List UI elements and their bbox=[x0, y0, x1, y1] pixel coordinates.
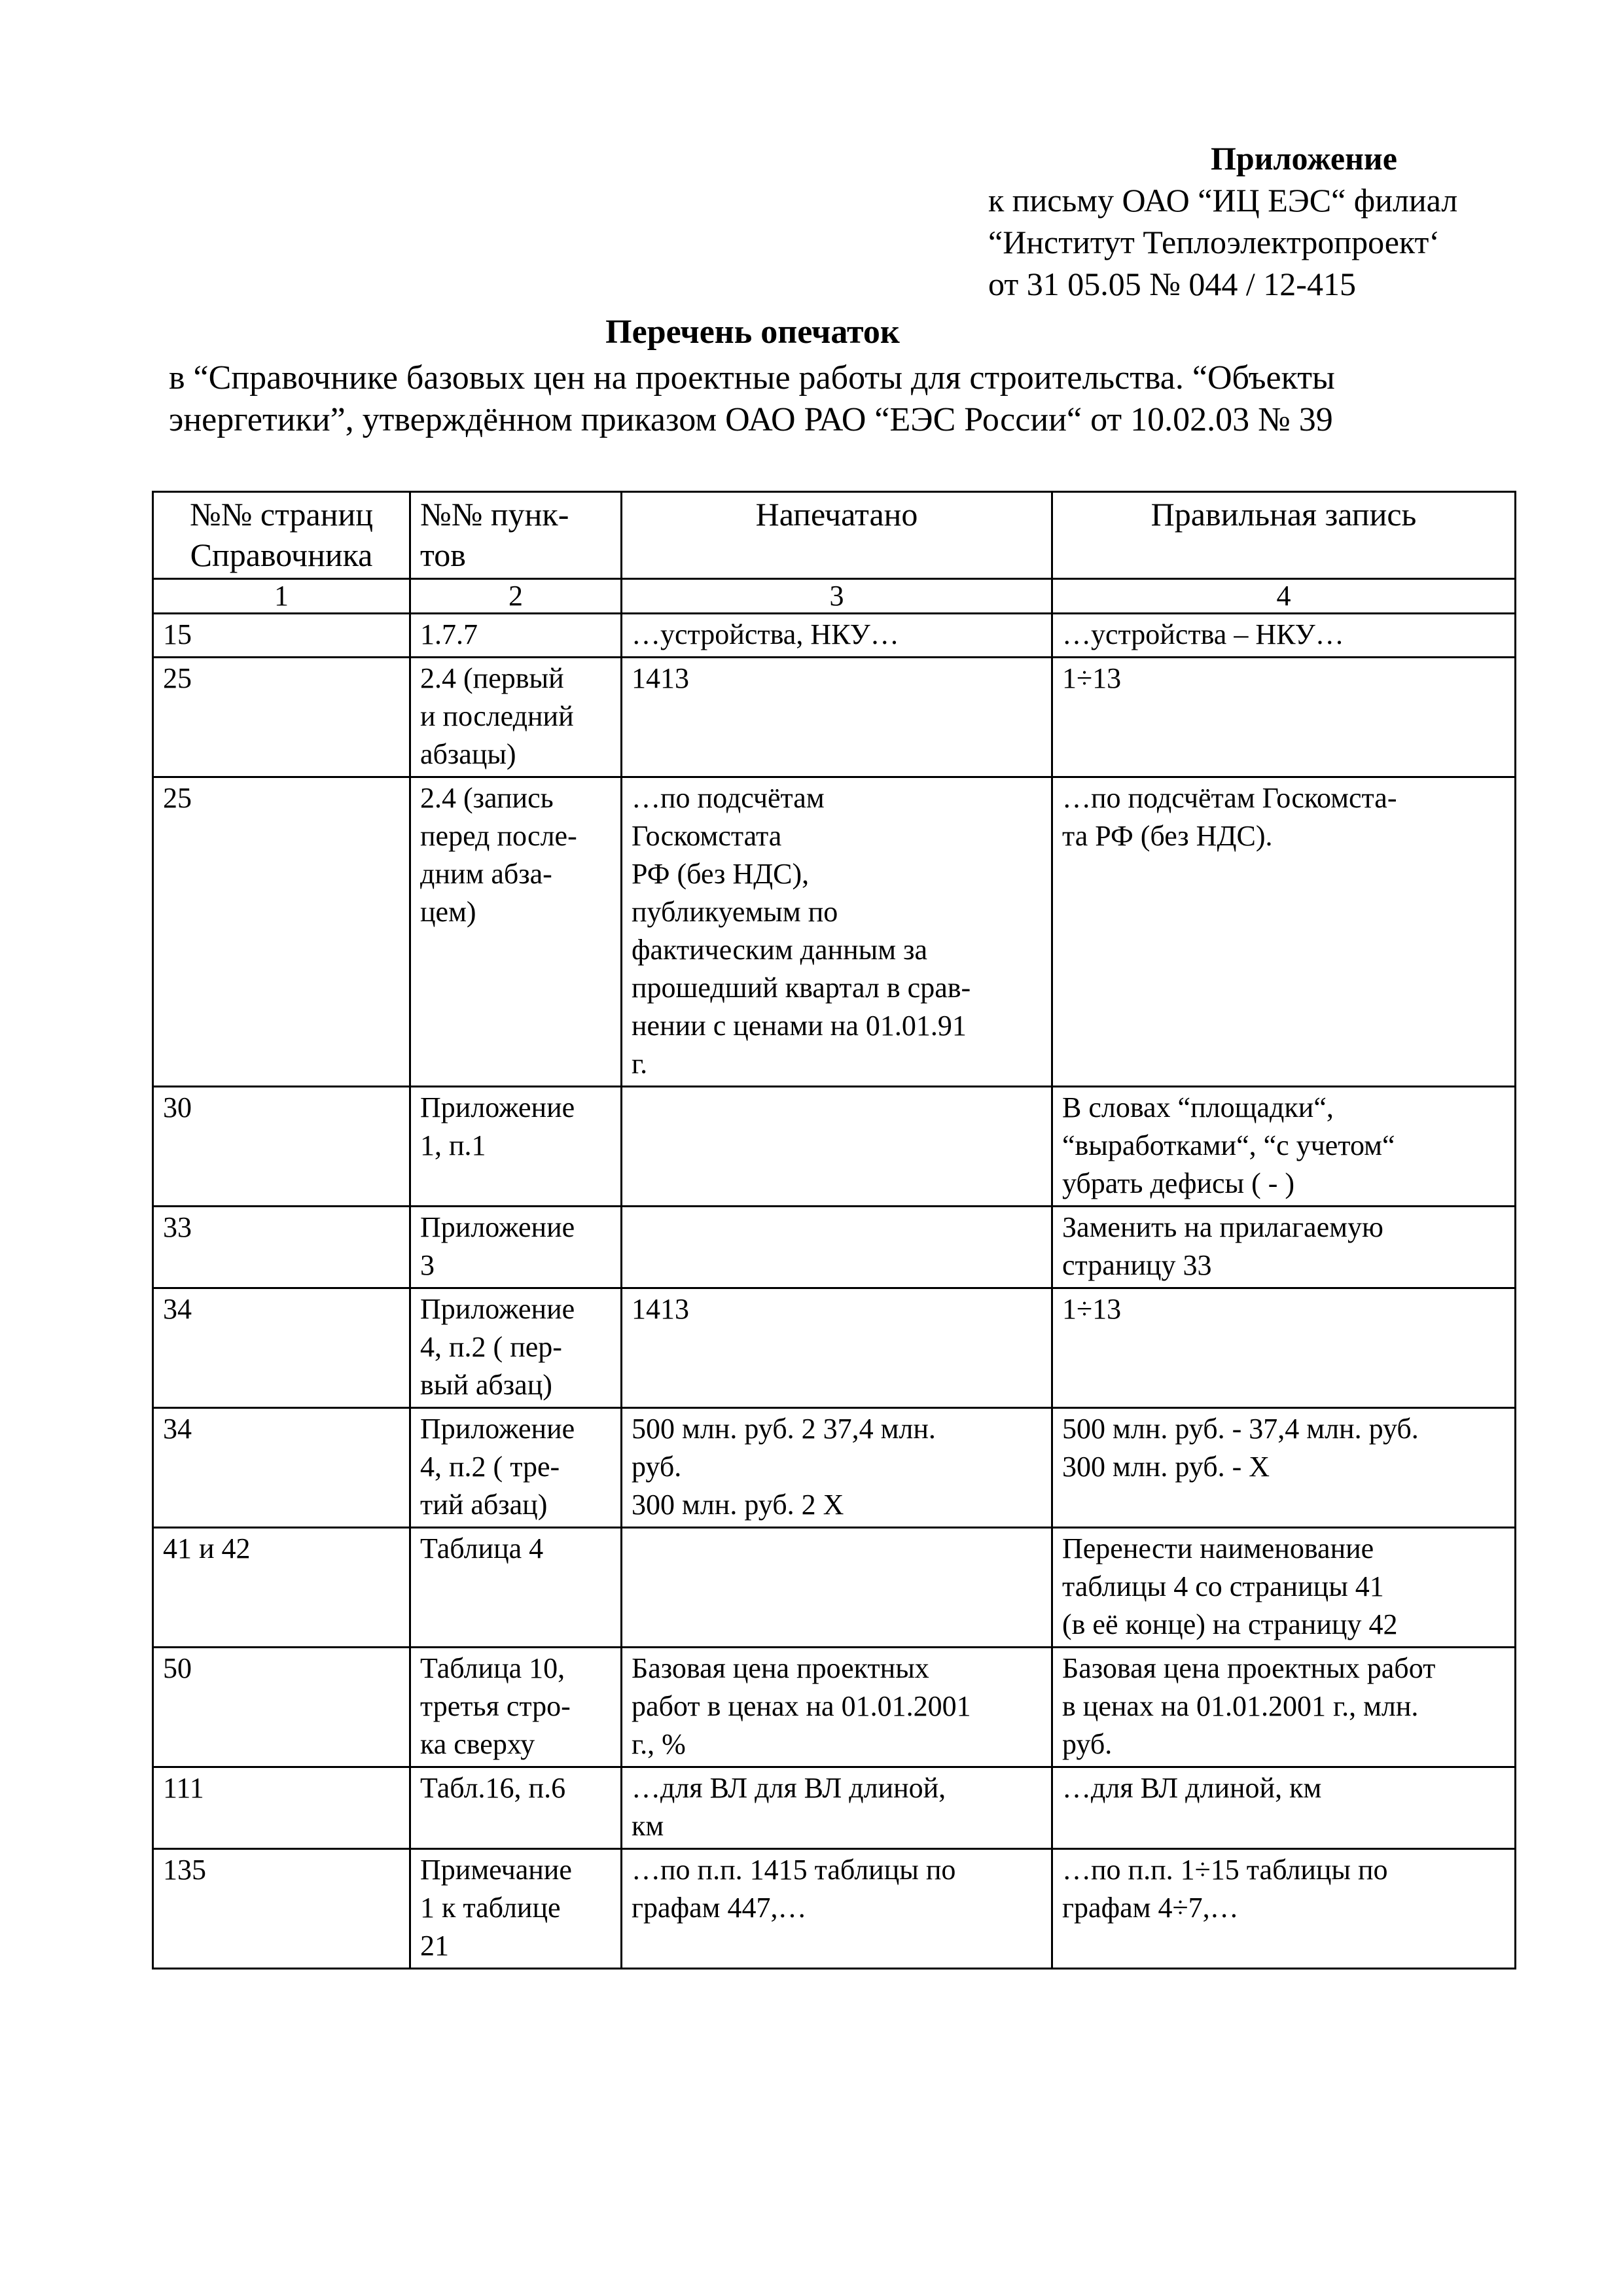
cell-printed: 1413 bbox=[622, 658, 1052, 777]
column-number: 1 bbox=[153, 579, 410, 614]
cell-item: 2.4 (запись перед после- дним абза- цем) bbox=[410, 777, 622, 1087]
cell-item: Приложение 4, п.2 ( пер- вый абзац) bbox=[410, 1288, 622, 1408]
cell-item: 1.7.7 bbox=[410, 614, 622, 658]
list-title: Перечень опечаток bbox=[605, 313, 900, 351]
table-row bbox=[153, 1648, 1516, 1767]
cell-correct: 1÷13 bbox=[1052, 1288, 1516, 1408]
column-number: 3 bbox=[622, 579, 1052, 614]
cell-page: 30 bbox=[153, 1087, 410, 1207]
cell-printed: …для ВЛ для ВЛ длиной, км bbox=[622, 1767, 1052, 1849]
table-row bbox=[153, 1207, 1516, 1288]
cell-item: Табл.16, п.6 bbox=[410, 1767, 622, 1849]
cell-correct: 500 млн. руб. - 37,4 млн. руб. 300 млн. руб. - Х bbox=[1052, 1408, 1516, 1528]
cell-correct: Базовая цена проектных работ в ценах на 01.01.2001 г., млн. руб. bbox=[1052, 1648, 1516, 1767]
appendix-header bbox=[988, 137, 1577, 305]
appendix-institute: “Институт Теплоэлектропроект‘ bbox=[988, 224, 1440, 260]
header-items: №№ пунк- тов bbox=[410, 492, 622, 579]
cell-page: 25 bbox=[153, 777, 410, 1087]
appendix-letter-ref: к письму ОАО “ИЦ ЕЭС“ филиал bbox=[988, 182, 1458, 219]
intro-line: в “Справочнике базовых цен на проектные работы для строительства. “Объекты bbox=[169, 359, 1335, 397]
cell-correct: 1÷13 bbox=[1052, 658, 1516, 777]
cell-item: Таблица 4 bbox=[410, 1528, 622, 1648]
cell-item: 2.4 (первый и последний абзацы) bbox=[410, 658, 622, 777]
intro-paragraph bbox=[169, 357, 1517, 441]
cell-correct: …по п.п. 1÷15 таблицы по графам 4÷7,… bbox=[1052, 1849, 1516, 1969]
table-row bbox=[153, 1288, 1516, 1408]
table-row bbox=[153, 777, 1516, 1087]
cell-printed bbox=[622, 1528, 1052, 1648]
cell-page: 135 bbox=[153, 1849, 410, 1969]
cell-page: 33 bbox=[153, 1207, 410, 1288]
table-row bbox=[153, 1087, 1516, 1207]
cell-page: 34 bbox=[153, 1408, 410, 1528]
appendix-date-number: от 31 05.05 № 044 / 12-415 bbox=[988, 266, 1356, 302]
column-number: 4 bbox=[1052, 579, 1516, 614]
cell-page: 25 bbox=[153, 658, 410, 777]
cell-printed bbox=[622, 1207, 1052, 1288]
header-pages: №№ страниц Справочника bbox=[153, 492, 410, 579]
table-row bbox=[153, 658, 1516, 777]
cell-correct: …для ВЛ длиной, км bbox=[1052, 1767, 1516, 1849]
cell-printed: 500 млн. руб. 2 37,4 млн. руб. 300 млн. руб. 2 Х bbox=[622, 1408, 1052, 1528]
table-row bbox=[153, 1408, 1516, 1528]
cell-printed: …по подсчётам Госкомстата РФ (без НДС), публикуемым по фактическим данным за прошедший квартал в срав- нении с ценами на 01.01.91 г. bbox=[622, 777, 1052, 1087]
cell-correct: …по подсчётам Госкомста- та РФ (без НДС). bbox=[1052, 777, 1516, 1087]
cell-page: 50 bbox=[153, 1648, 410, 1767]
cell-printed: 1413 bbox=[622, 1288, 1052, 1408]
cell-item: Приложение 3 bbox=[410, 1207, 622, 1288]
table-row bbox=[153, 1767, 1516, 1849]
cell-page: 41 и 42 bbox=[153, 1528, 410, 1648]
cell-printed: Базовая цена проектных работ в ценах на 01.01.2001 г., % bbox=[622, 1648, 1052, 1767]
cell-item: Примечание 1 к таблице 21 bbox=[410, 1849, 622, 1969]
cell-printed: …устройства, НКУ… bbox=[622, 614, 1052, 658]
column-number-row bbox=[153, 579, 1516, 614]
cell-printed bbox=[622, 1087, 1052, 1207]
cell-page: 34 bbox=[153, 1288, 410, 1408]
header-correct: Правильная запись bbox=[1052, 492, 1516, 579]
appendix-title: Приложение bbox=[1211, 140, 1397, 177]
column-number: 2 bbox=[410, 579, 622, 614]
cell-printed: …по п.п. 1415 таблицы по графам 447,… bbox=[622, 1849, 1052, 1969]
table-row bbox=[153, 1528, 1516, 1648]
cell-item: Приложение 4, п.2 ( тре- тий абзац) bbox=[410, 1408, 622, 1528]
cell-correct: В словах “площадки“, “выработками“, “с учетом“ убрать дефисы ( - ) bbox=[1052, 1087, 1516, 1207]
errata-table bbox=[152, 491, 1516, 1969]
header-printed: Напечатано bbox=[622, 492, 1052, 579]
cell-correct: …устройства – НКУ… bbox=[1052, 614, 1516, 658]
cell-page: 111 bbox=[153, 1767, 410, 1849]
intro-line: энергетики”, утверждённом приказом ОАО РАО “ЕЭС России“ от 10.02.03 № 39 bbox=[169, 401, 1333, 438]
cell-page: 15 bbox=[153, 614, 410, 658]
table-row bbox=[153, 1849, 1516, 1969]
table-header-row bbox=[153, 492, 1516, 579]
cell-item: Приложение 1, п.1 bbox=[410, 1087, 622, 1207]
cell-item: Таблица 10, третья стро- ка сверху bbox=[410, 1648, 622, 1767]
cell-correct: Заменить на прилагаемую страницу 33 bbox=[1052, 1207, 1516, 1288]
cell-correct: Перенести наименование таблицы 4 со страницы 41 (в её конце) на страницу 42 bbox=[1052, 1528, 1516, 1648]
table-row bbox=[153, 614, 1516, 658]
